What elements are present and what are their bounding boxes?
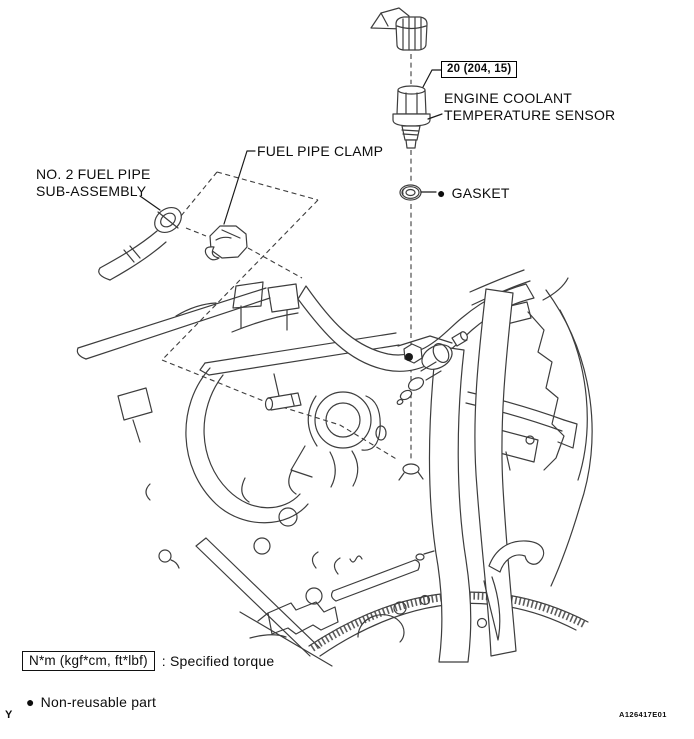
sensor-label [444,90,615,123]
non-reusable-bullet-icon: ● [437,185,446,202]
torque-legend-description: : Specified torque [161,653,275,669]
page-marker: Y [5,709,13,721]
gasket-label-text: GASKET [451,185,510,201]
figure-code: A126417E01 [619,710,667,719]
fuel-pipe-clamp-part [205,226,247,260]
fuel-pipe-label [36,166,151,199]
fuel-pipe-sub-assembly [99,202,186,280]
non-reusable-legend [26,694,156,711]
harness-connector [371,8,427,50]
torque-legend [22,651,274,671]
non-reusable-legend-text: Non-reusable part [40,694,157,710]
sensor-label-line2: TEMPERATURE SENSOR [444,106,616,123]
fuel-pipe-label-line2: SUB-ASSEMBLY [36,182,147,199]
gasket-washer [400,185,421,200]
fuel-pipe-label-line1: NO. 2 FUEL PIPE [36,166,151,182]
sensor-label-line1: ENGINE COOLANT [444,90,573,106]
coolant-temp-sensor [393,86,430,148]
torque-spec-box: 20 (204, 15) [441,61,517,78]
gasket-label [437,185,510,202]
clamp-label: FUEL PIPE CLAMP [257,143,384,159]
non-reusable-legend-bullet-icon: ● [26,694,35,711]
torque-legend-box: N*m (kgf*cm, ft*lbf) [22,651,155,671]
sensor-boss [399,464,423,480]
